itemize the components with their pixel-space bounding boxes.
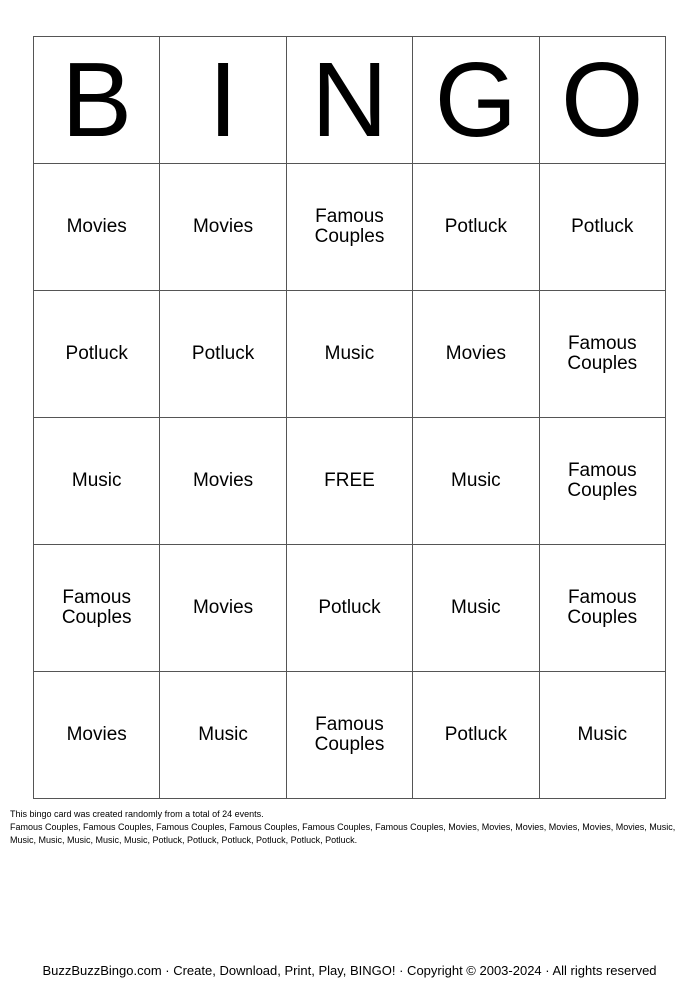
card-cell [34, 291, 160, 418]
card-cell [160, 672, 286, 799]
cell-text: Famous Couples [61, 587, 132, 628]
cell-text: Famous Couples [567, 587, 638, 628]
cell-text: Music [577, 724, 628, 745]
card-info-summary: This bingo card was created randomly from a total of 24 events. [10, 809, 264, 819]
cell-text: Movies [445, 343, 506, 364]
cell-text: Movies [192, 470, 254, 491]
cell-text: Movies [192, 597, 254, 618]
cell-text: Potluck [444, 724, 508, 745]
card-cell [413, 672, 539, 799]
cell-text: Music [71, 470, 122, 491]
free-space-cell [286, 418, 412, 545]
card-cell [34, 672, 160, 799]
card-cell [413, 418, 539, 545]
cell-text: Music [451, 470, 501, 491]
header-letter-n: N [286, 37, 412, 164]
card-row [34, 291, 666, 418]
card-cell [34, 545, 160, 672]
card-cell [539, 672, 665, 799]
card-cell [539, 545, 665, 672]
header-letter-i: I [160, 37, 286, 164]
cell-text: Famous Couples [567, 333, 638, 374]
card-cell [160, 545, 286, 672]
card-cell [34, 418, 160, 545]
card-cell [413, 291, 539, 418]
page-footer: BuzzBuzzBingo.com · Create, Download, Print, Play, BINGO! · Copyright © 2003-2024 · All rights reserved [42, 963, 657, 978]
card-row [34, 164, 666, 291]
cell-text: Potluck [65, 343, 128, 364]
card-cell [160, 164, 286, 291]
cell-text: Potluck [191, 343, 255, 364]
header-letter-o: O [539, 37, 665, 164]
card-cell [286, 545, 412, 672]
header-letter-g: G [413, 37, 539, 164]
cell-text: Music [451, 597, 501, 618]
card-cell [539, 418, 665, 545]
card-row [34, 672, 666, 799]
bingo-card [33, 36, 666, 799]
card-cell [286, 164, 412, 291]
card-cell [539, 164, 665, 291]
card-info [10, 808, 690, 847]
cell-text: Potluck [318, 597, 381, 618]
cell-text: Movies [66, 216, 127, 237]
card-row [34, 545, 666, 672]
free-space-text: FREE [324, 470, 375, 491]
card-cell [286, 672, 412, 799]
card-cell [160, 418, 286, 545]
card-cell [286, 291, 412, 418]
cell-text: Famous Couples [314, 714, 385, 755]
card-cell [539, 291, 665, 418]
cell-text: Music [198, 724, 248, 745]
cell-text: Movies [192, 216, 254, 237]
cell-text: Movies [66, 724, 127, 745]
card-info-events: Famous Couples, Famous Couples, Famous Couples, Famous Couples, Famous Couples, Famous Couples, Movies, Movies, Movies, Movies, Movies, Movies, Music, Music, Music, Music, Music, Music, Potluck, Potluck, Potluck, Potluck, Potluck, Potluck. [10, 822, 676, 845]
card-cell [413, 545, 539, 672]
header-letter-b: B [34, 37, 160, 164]
header-row [34, 37, 666, 164]
card-row [34, 418, 666, 545]
card-cell [413, 164, 539, 291]
cell-text: Music [324, 343, 375, 364]
cell-text: Potluck [571, 216, 634, 237]
card-cell [160, 291, 286, 418]
card-cell [34, 164, 160, 291]
cell-text: Potluck [444, 216, 508, 237]
cell-text: Famous Couples [567, 460, 638, 501]
cell-text: Famous Couples [314, 206, 385, 247]
